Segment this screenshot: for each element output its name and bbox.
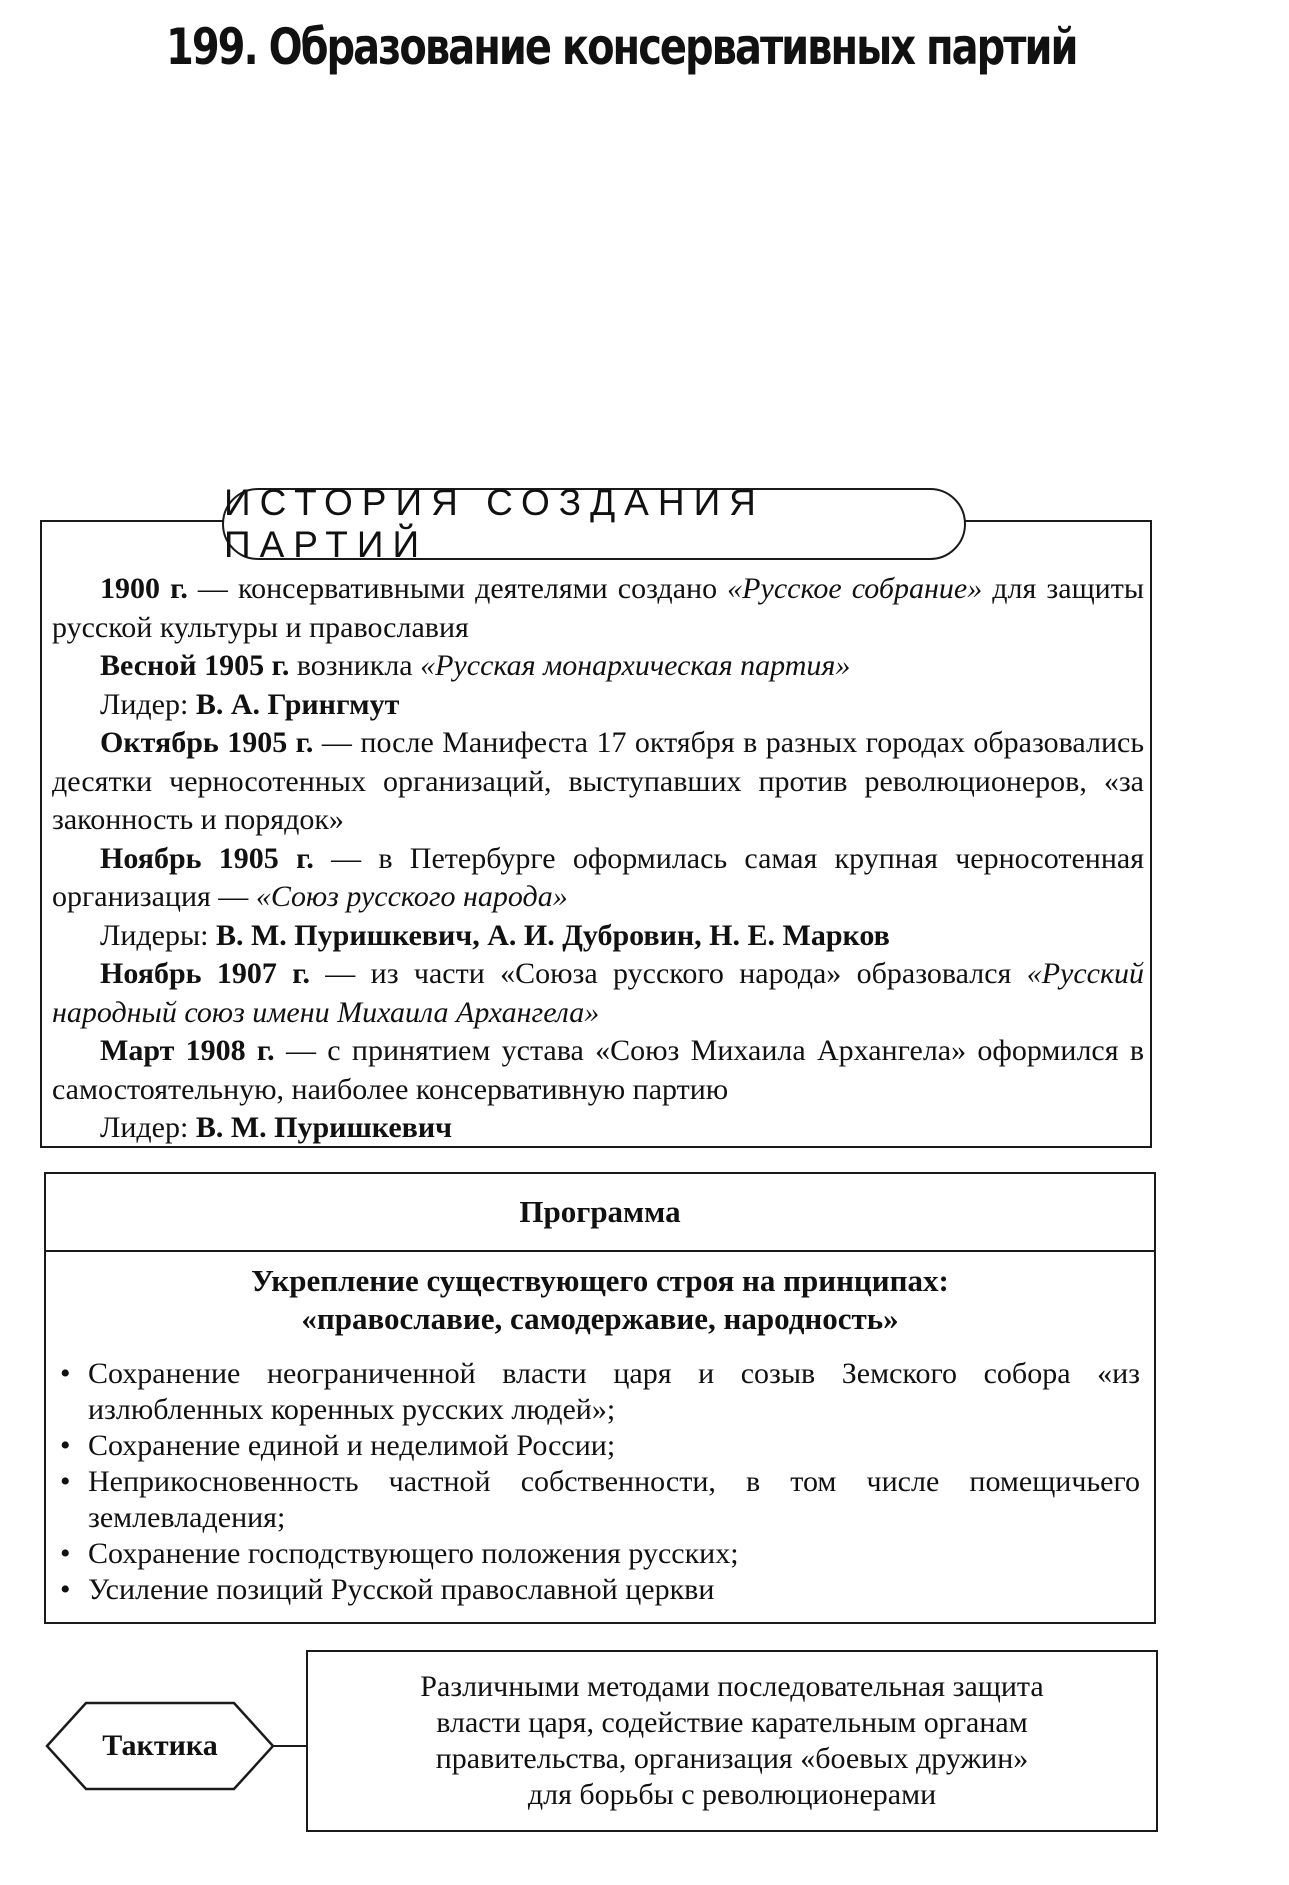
entry-date: Март 1908 г. — [100, 1034, 275, 1067]
list-item-text: Неприкосновенность частной собственности, в том числе помещичьего землевладения; — [88, 1465, 1140, 1534]
page-title: 199. Образование консервативных партий — [166, 18, 1077, 76]
entry-text: возникла — [289, 649, 421, 682]
bullet-icon: • — [60, 1357, 71, 1390]
list-item — [60, 1356, 1140, 1428]
history-entry — [52, 724, 1144, 840]
party-name: «Союз русского народа» — [255, 880, 568, 913]
leader-line — [52, 1109, 1144, 1148]
entry-text: для защиты русской культуры и православия — [52, 572, 1145, 644]
leader-label: Лидер: — [100, 1111, 196, 1144]
list-item-text: Сохранение единой и неделимой России; — [88, 1429, 616, 1462]
leader-label: Лидер: — [100, 687, 196, 721]
tactics-text — [420, 1669, 1043, 1813]
leader-line — [52, 917, 1144, 956]
program-header: Программа — [46, 1174, 1154, 1252]
bullet-icon: • — [60, 1429, 71, 1462]
history-entry — [52, 840, 1144, 917]
program-box — [44, 1172, 1156, 1624]
entry-date: Ноябрь 1907 г. — [100, 957, 310, 990]
tactics-label: Тактика — [102, 1729, 218, 1762]
program-list — [46, 1356, 1154, 1608]
program-subtitle-line: «православие, самодержавие, народность» — [301, 1301, 899, 1336]
history-entry — [52, 955, 1144, 1032]
tactics-line: Различными методами последовательная защита — [420, 1670, 1044, 1703]
entry-text: — консервативными деятелями создано — [187, 572, 728, 605]
history-entry — [52, 570, 1144, 647]
history-entry — [52, 647, 1144, 686]
leader-label: Лидеры: — [100, 918, 216, 952]
entry-text: — с принятием устава «Союз Михаила Архангела» оформился в самостоятельную, наиболее консервативную партию — [52, 1034, 1144, 1106]
program-subtitle — [46, 1262, 1154, 1338]
entry-text: — после Манифеста 17 октября в разных городах образовались десятки черносотенных организаций, выступавших против революционеров, «за законность и порядок» — [52, 726, 1145, 836]
history-entries — [52, 570, 1144, 1148]
tactics-connector — [274, 1745, 308, 1747]
list-item-text: Сохранение господствующего положения русских; — [88, 1537, 739, 1570]
list-item-text: Сохранение неограниченной власти царя и созыв Земского собора «из излюбленных коренных русских людей»; — [88, 1357, 1140, 1426]
leader-name: В. М. Пуришкевич — [195, 1111, 453, 1144]
party-name: «Русская монархическая партия» — [420, 649, 851, 682]
tactics-line: власти царя, содействие карательным органам — [436, 1706, 1028, 1739]
entry-text: — в Петербурге оформилась самая крупная черносотенная организация — — [52, 841, 1144, 913]
entry-date: 1900 г. — [100, 572, 188, 605]
entry-date: Весной 1905 г. — [100, 649, 290, 682]
leader-name: В. А. Грингмут — [195, 687, 400, 721]
history-entry — [52, 1032, 1144, 1109]
party-name: «Русский народный союз имени Михаила Архангела» — [52, 957, 1144, 1029]
entry-date: Октябрь 1905 г. — [100, 726, 314, 759]
entry-date: Ноябрь 1905 г. — [100, 841, 314, 875]
list-item — [60, 1428, 1140, 1464]
program-subtitle-line: Укрепление существующего строя на принципах: — [251, 1263, 949, 1298]
leader-name: В. М. Пуришкевич, А. И. Дубровин, Н. Е. Марков — [215, 918, 890, 952]
bullet-icon: • — [60, 1573, 71, 1606]
party-name: «Русское собрание» — [727, 572, 983, 605]
list-item — [60, 1536, 1140, 1572]
bullet-icon: • — [60, 1537, 71, 1570]
list-item-text: Усиление позиций Русской православной церкви — [88, 1573, 715, 1606]
tactics-line: для борьбы с революционерами — [527, 1778, 937, 1811]
tactics-line: правительства, организация «боевых дружин» — [435, 1742, 1029, 1775]
history-tab-label: ИСТОРИЯ СОЗДАНИЯ ПАРТИЙ — [222, 488, 966, 560]
tactics-box — [306, 1650, 1158, 1832]
list-item — [60, 1464, 1140, 1536]
leader-line — [52, 686, 1144, 725]
bullet-icon: • — [60, 1465, 71, 1498]
list-item — [60, 1572, 1140, 1608]
entry-text: — из части «Союза русского народа» образовался — [309, 957, 1027, 990]
